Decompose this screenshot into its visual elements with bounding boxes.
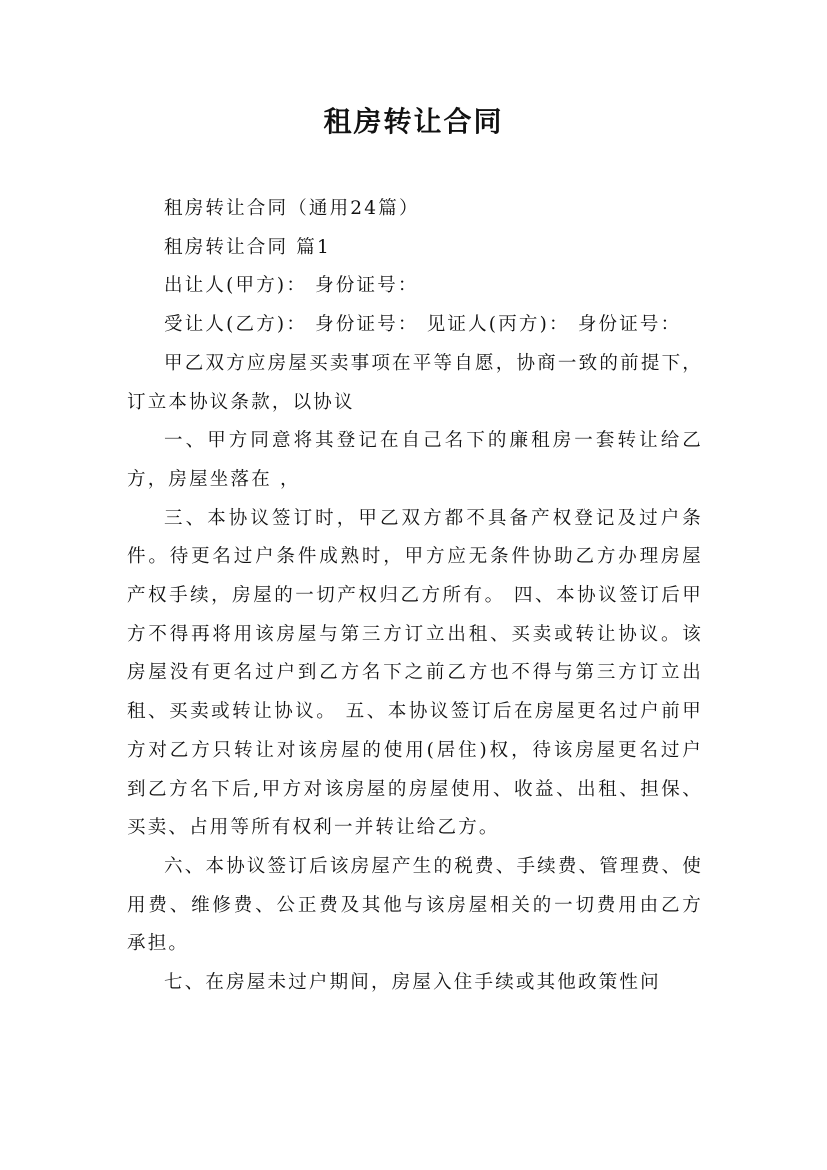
paragraph-clause-7: 七、在房屋未过户期间，房屋入住手续或其他政策性问 (164, 972, 661, 994)
paragraph-clause-6: 六、本协议签订后该房屋产生的税费、手续费、管理费、使用费、维修费、公正费及其他与该房屋相关的一切费用由乙方承担。 (127, 855, 703, 955)
paragraph-subtitle: 租房转让合同（通用24篇） (164, 198, 420, 219)
paragraph-clause-3-5: 三、本协议签订时，甲乙双方都不具备产权登记及过户条件。待更名过户条件成熟时，甲方应无条件协助乙方办理房屋产权手续，房屋的一切产权归乙方所有。 四、本协议签订后甲方不得再将用该房屋与第三方订立出租、买卖或转让协议。该房屋没有更名过户到乙方名下之前乙方也不得与第三方订立出租、买卖或转让协议。 五、本协议签订后在房屋更名过户前甲方对乙方只转让对该房屋的使用(居住)权，待该房屋更名过户到乙方名下后,甲方对该房屋的房屋使用、收益、出租、担保、买卖、占用等所有权利一并转让给乙方。 (127, 507, 703, 839)
document-title: 租房转让合同 (323, 105, 504, 138)
document-body (127, 190, 703, 1003)
paragraph-transferee: 受让人(乙方)： 身份证号： 见证人(丙方)： 身份证号： (164, 314, 682, 336)
paragraph-preamble: 甲乙双方应房屋买卖事项在平等自愿，协商一致的前提下，订立本协议条款，以协议 (127, 352, 703, 413)
paragraph-section-heading: 租房转让合同 篇1 (164, 236, 331, 258)
paragraph-transferor: 出让人(甲方)： 身份证号： (164, 275, 419, 297)
paragraph-clause-1: 一、甲方同意将其登记在自己名下的廉租房一套转让给乙方，房屋坐落在 ， (127, 430, 703, 490)
